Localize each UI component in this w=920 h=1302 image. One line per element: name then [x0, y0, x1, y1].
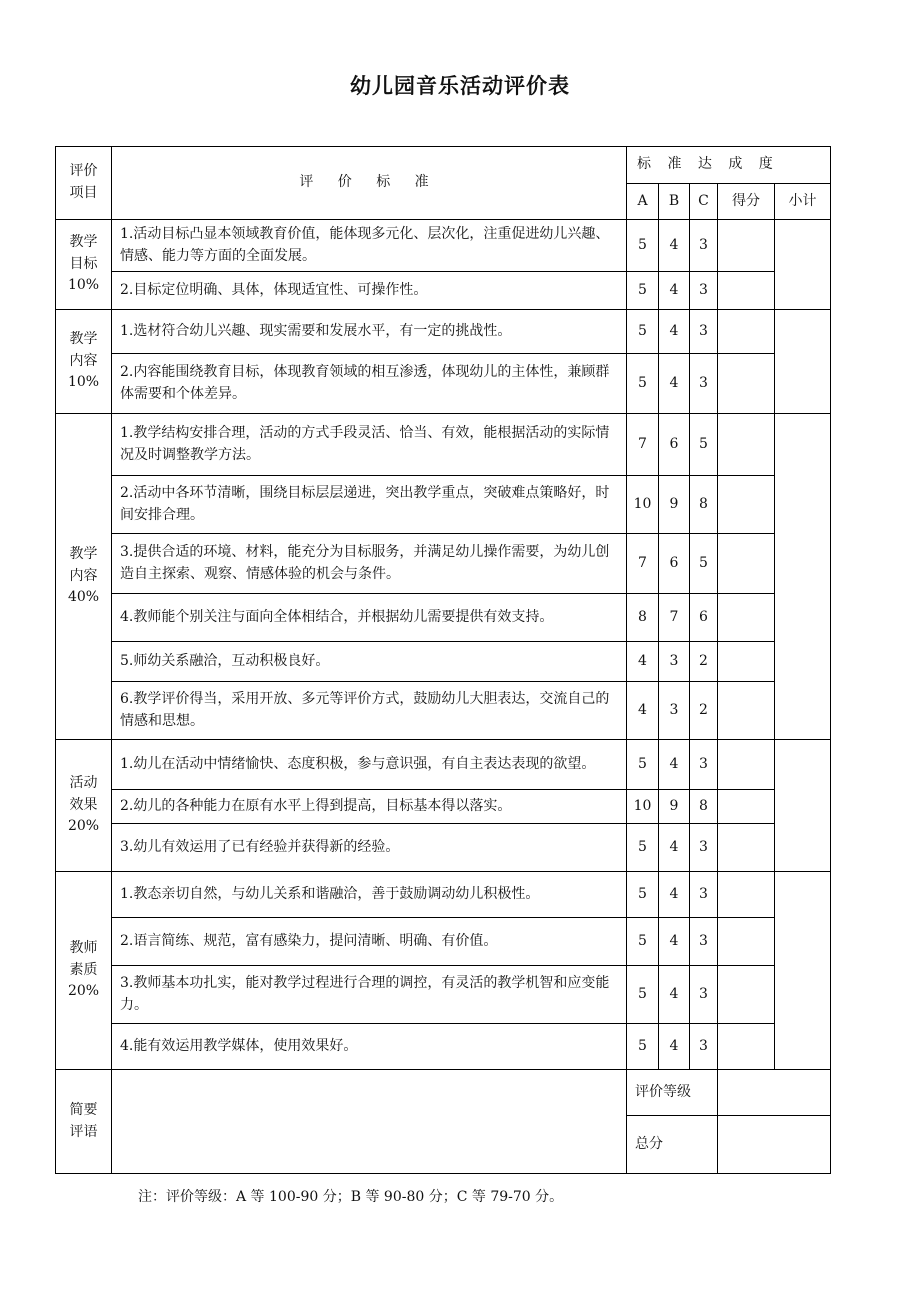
category-cell — [56, 872, 112, 1070]
table-row — [56, 534, 831, 594]
criterion-cell: 1.选材符合幼儿兴趣、现实需要和发展水平，有一定的挑战性。 — [112, 310, 627, 354]
table-row — [56, 476, 831, 534]
table-row — [56, 354, 831, 414]
score-a-cell: 5 — [627, 354, 659, 414]
score-input-cell[interactable] — [718, 534, 775, 594]
header-col-b: B — [659, 184, 690, 220]
table-row — [56, 414, 831, 476]
score-b-cell: 4 — [659, 272, 690, 310]
score-input-cell[interactable] — [718, 310, 775, 354]
score-c-cell: 3 — [690, 272, 718, 310]
criterion-cell: 1.活动目标凸显本领域教育价值，能体现多元化、层次化，注重促进幼儿兴趣、情感、能力等方面的全面发展。 — [112, 220, 627, 272]
score-c-cell: 3 — [690, 966, 718, 1024]
score-c-cell: 3 — [690, 1024, 718, 1070]
category-label: 教学 目标 10% — [67, 233, 100, 294]
table-row — [56, 918, 831, 966]
score-input-cell[interactable] — [718, 476, 775, 534]
total-input-cell[interactable] — [718, 1116, 831, 1174]
score-c-cell: 3 — [690, 740, 718, 790]
score-c-cell: 5 — [690, 534, 718, 594]
table-row — [56, 966, 831, 1024]
score-a-cell: 5 — [627, 272, 659, 310]
score-a-cell: 5 — [627, 966, 659, 1024]
score-b-cell: 7 — [659, 594, 690, 642]
subtotal-cell[interactable] — [775, 310, 831, 414]
header-col-score: 得分 — [718, 184, 775, 220]
category-label: 教学 内容 40% — [67, 545, 100, 606]
score-b-cell: 6 — [659, 534, 690, 594]
score-a-cell: 4 — [627, 682, 659, 740]
table-row — [56, 682, 831, 740]
header-col-a: A — [627, 184, 659, 220]
subtotal-cell[interactable] — [775, 220, 831, 310]
criterion-cell: 5.师幼关系融洽，互动积极良好。 — [112, 642, 627, 682]
score-input-cell[interactable] — [718, 642, 775, 682]
score-c-cell: 6 — [690, 594, 718, 642]
score-a-cell: 5 — [627, 918, 659, 966]
table-row — [56, 872, 831, 918]
category-cell — [56, 310, 112, 414]
table-row — [56, 642, 831, 682]
table-row — [56, 220, 831, 272]
score-input-cell[interactable] — [718, 966, 775, 1024]
table-row — [56, 594, 831, 642]
score-c-cell: 8 — [690, 790, 718, 824]
score-c-cell: 3 — [690, 310, 718, 354]
criterion-cell: 4.能有效运用教学媒体，使用效果好。 — [112, 1024, 627, 1070]
score-b-cell: 4 — [659, 310, 690, 354]
table-row — [56, 824, 831, 872]
score-a-cell: 7 — [627, 414, 659, 476]
score-c-cell: 2 — [690, 642, 718, 682]
category-label: 活动 效果 20% — [67, 774, 100, 835]
score-c-cell: 3 — [690, 918, 718, 966]
category-cell — [56, 414, 112, 740]
table-row — [56, 1024, 831, 1070]
score-c-cell: 5 — [690, 414, 718, 476]
score-b-cell: 4 — [659, 354, 690, 414]
score-c-cell: 3 — [690, 824, 718, 872]
score-b-cell: 4 — [659, 872, 690, 918]
score-input-cell[interactable] — [718, 918, 775, 966]
score-b-cell: 4 — [659, 220, 690, 272]
score-a-cell: 5 — [627, 310, 659, 354]
score-b-cell: 9 — [659, 790, 690, 824]
score-input-cell[interactable] — [718, 740, 775, 790]
score-input-cell[interactable] — [718, 354, 775, 414]
score-b-cell: 4 — [659, 966, 690, 1024]
score-b-cell: 3 — [659, 682, 690, 740]
score-input-cell[interactable] — [718, 872, 775, 918]
score-input-cell[interactable] — [718, 594, 775, 642]
category-cell — [56, 740, 112, 872]
comment-input-cell[interactable] — [112, 1070, 627, 1174]
criterion-cell: 3.提供合适的环境、材料，能充分为目标服务，并满足幼儿操作需要，为幼儿创造自主探索、观察、情感体验的机会与条件。 — [112, 534, 627, 594]
total-label-cell: 总分 — [627, 1116, 718, 1174]
score-b-cell: 3 — [659, 642, 690, 682]
table-row — [56, 740, 831, 790]
score-c-cell: 3 — [690, 872, 718, 918]
score-a-cell: 5 — [627, 220, 659, 272]
header-col-subtotal: 小计 — [775, 184, 831, 220]
criterion-cell: 2.内容能围绕教育目标，体现教育领域的相互渗透，体现幼儿的主体性，兼顾群体需要和个体差异。 — [112, 354, 627, 414]
score-input-cell[interactable] — [718, 414, 775, 476]
score-c-cell: 8 — [690, 476, 718, 534]
score-a-cell: 5 — [627, 872, 659, 918]
score-a-cell: 5 — [627, 740, 659, 790]
table-row — [56, 310, 831, 354]
comment-label: 简要 评语 — [69, 1101, 98, 1140]
score-a-cell: 4 — [627, 642, 659, 682]
grading-note: 注：评价等级：A 等 100-90 分；B 等 90-80 分；C 等 79-70 分。 — [138, 1189, 564, 1205]
score-a-cell: 5 — [627, 824, 659, 872]
subtotal-cell[interactable] — [775, 872, 831, 1070]
score-input-cell[interactable] — [718, 824, 775, 872]
grade-label-cell: 评价等级 — [627, 1070, 718, 1116]
comment-label-cell — [56, 1070, 112, 1174]
category-label: 教师 素质 20% — [67, 939, 100, 1000]
subtotal-cell[interactable] — [775, 740, 831, 872]
category-cell — [56, 220, 112, 310]
header-item: 评价 项目 — [56, 147, 112, 220]
table-row — [56, 790, 831, 824]
score-b-cell: 6 — [659, 414, 690, 476]
criterion-cell: 3.幼儿有效运用了已有经验并获得新的经验。 — [112, 824, 627, 872]
score-c-cell: 3 — [690, 220, 718, 272]
score-input-cell[interactable] — [718, 790, 775, 824]
criterion-cell: 2.目标定位明确、具体，体现适宜性、可操作性。 — [112, 272, 627, 310]
criterion-cell: 2.活动中各环节清晰，围绕目标层层递进，突出教学重点，突破难点策略好，时间安排合理。 — [112, 476, 627, 534]
score-input-cell[interactable] — [718, 1024, 775, 1070]
category-label: 教学 内容 10% — [67, 330, 100, 391]
score-c-cell: 2 — [690, 682, 718, 740]
score-input-cell[interactable] — [718, 272, 775, 310]
header-standard: 评 价 标 准 — [112, 147, 627, 220]
score-b-cell: 4 — [659, 740, 690, 790]
criterion-cell: 1.幼儿在活动中情绪愉快、态度积极，参与意识强，有自主表达表现的欲望。 — [112, 740, 627, 790]
criterion-cell: 4.教师能个别关注与面向全体相结合，并根据幼儿需要提供有效支持。 — [112, 594, 627, 642]
score-a-cell: 10 — [627, 790, 659, 824]
grade-input-cell[interactable] — [718, 1070, 831, 1116]
score-b-cell: 4 — [659, 918, 690, 966]
footer-row — [56, 1070, 831, 1116]
criterion-cell: 6.教学评价得当，采用开放、多元等评价方式，鼓励幼儿大胆表达，交流自己的情感和思想。 — [112, 682, 627, 740]
evaluation-table — [55, 146, 831, 1174]
criterion-cell: 3.教师基本功扎实，能对教学过程进行合理的调控，有灵活的教学机智和应变能力。 — [112, 966, 627, 1024]
score-a-cell: 5 — [627, 1024, 659, 1070]
score-b-cell: 4 — [659, 1024, 690, 1070]
score-input-cell[interactable] — [718, 682, 775, 740]
score-b-cell: 9 — [659, 476, 690, 534]
score-a-cell: 10 — [627, 476, 659, 534]
score-b-cell: 4 — [659, 824, 690, 872]
page-title: 幼儿园音乐活动评价表 — [350, 74, 570, 98]
header-degree: 标 准 达 成 度 — [627, 147, 831, 184]
table-row — [56, 272, 831, 310]
criterion-cell: 2.幼儿的各种能力在原有水平上得到提高，目标基本得以落实。 — [112, 790, 627, 824]
criterion-cell: 1.教学结构安排合理，活动的方式手段灵活、恰当、有效，能根据活动的实际情况及时调整教学方法。 — [112, 414, 627, 476]
score-a-cell: 7 — [627, 534, 659, 594]
criterion-cell: 2.语言简练、规范，富有感染力，提问清晰、明确、有价值。 — [112, 918, 627, 966]
header-col-c: C — [690, 184, 718, 220]
score-a-cell: 8 — [627, 594, 659, 642]
subtotal-cell[interactable] — [775, 414, 831, 740]
score-input-cell[interactable] — [718, 220, 775, 272]
score-c-cell: 3 — [690, 354, 718, 414]
criterion-cell: 1.教态亲切自然，与幼儿关系和谐融洽，善于鼓励调动幼儿积极性。 — [112, 872, 627, 918]
